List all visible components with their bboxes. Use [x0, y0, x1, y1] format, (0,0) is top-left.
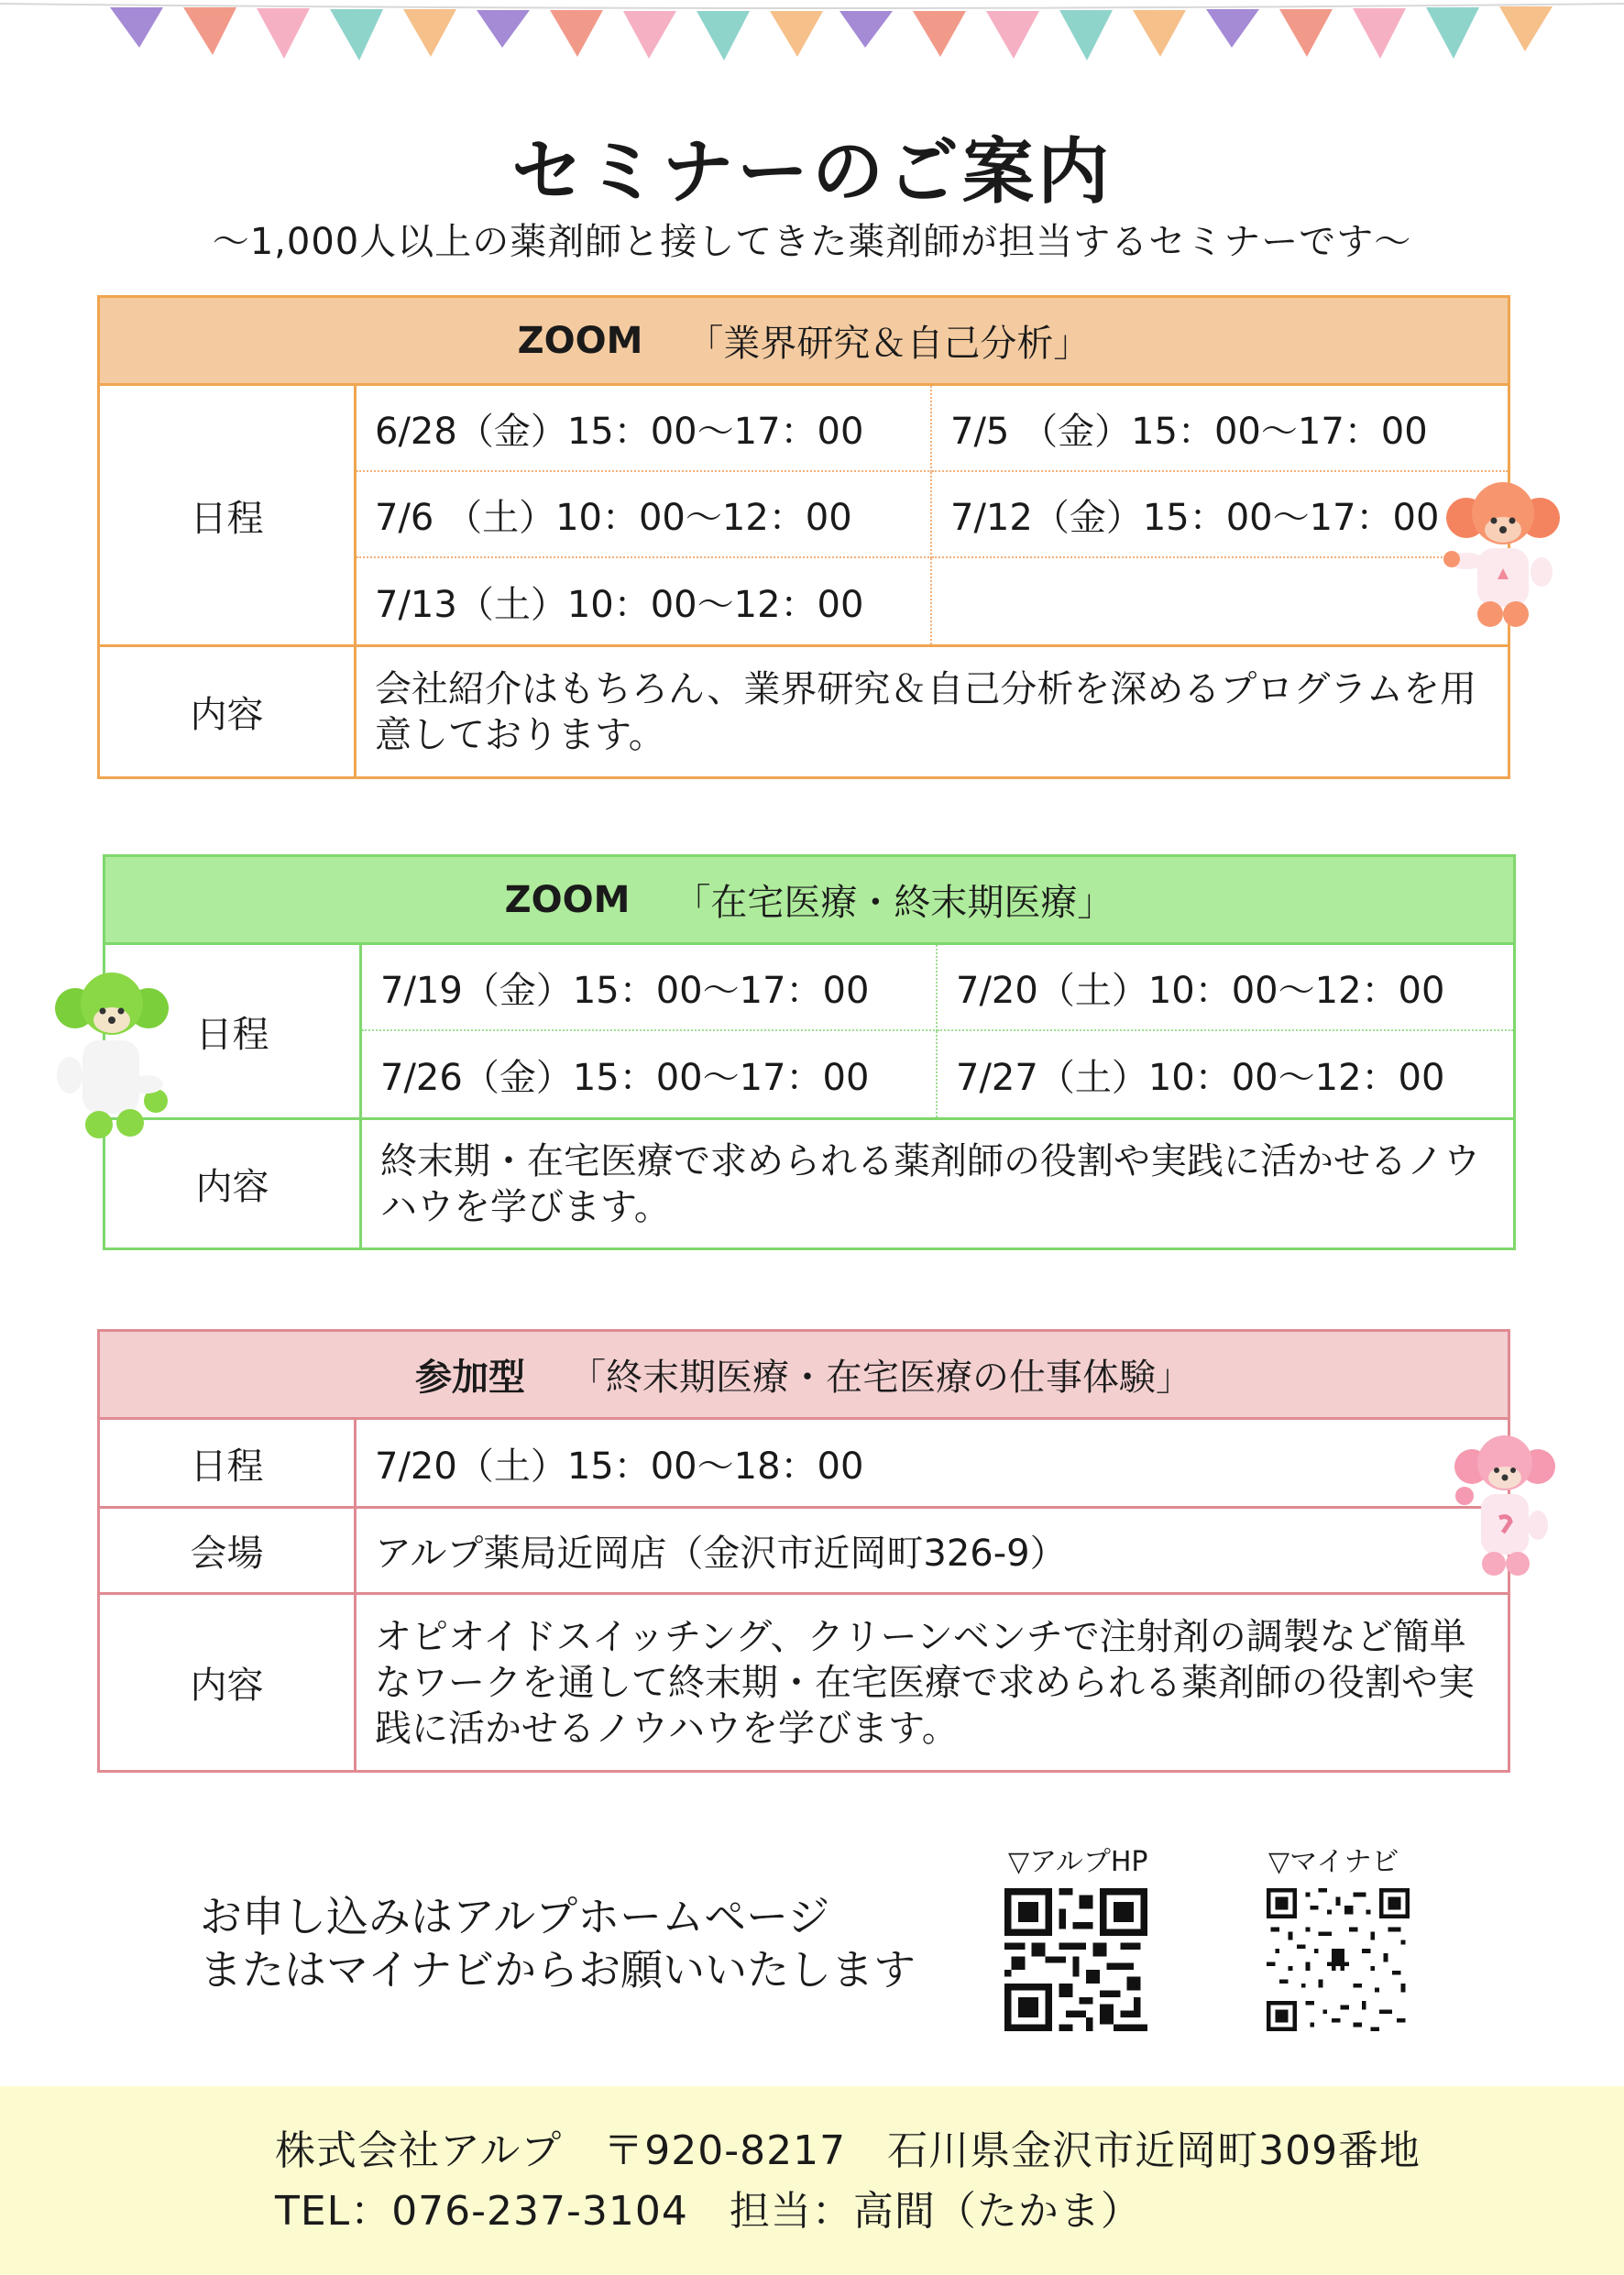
section-header	[100, 1332, 1508, 1420]
section-kind: ZOOM	[504, 878, 631, 921]
schedule-label: 日程	[100, 386, 357, 644]
schedule-grid	[362, 945, 1513, 1117]
schedule-label: 日程	[100, 1420, 357, 1506]
qr-label-mynavi: ▽マイナビ	[1268, 1846, 1399, 1878]
section-header	[100, 298, 1508, 386]
content-row	[100, 1592, 1508, 1770]
content-text: 会社紹介はもちろん、業界研究＆自己分析を深めるプログラムを用意しております。	[375, 667, 1476, 756]
footer	[0, 2086, 1624, 2275]
page-subtitle: ～1,000人以上の薬剤師と接してきた薬剤師が担当するセミナーです～	[212, 221, 1412, 263]
section-topic: 「在宅医療・終末期医療」	[674, 882, 1114, 924]
schedule-date: 7/12（金）15：00～17：00	[932, 472, 1508, 558]
content-text: オピオイドスイッチング、クリーンベンチで注射剤の調製など簡単なワークを通して終末期・在宅医療で求められる薬剤師の役割や実践に活かせるノウハウを学びます。	[375, 1615, 1475, 1750]
schedule-date: 7/13（土）10：00～12：00	[357, 558, 932, 644]
schedule-row	[105, 945, 1513, 1117]
qr-code-mynavi[interactable]	[1267, 1888, 1410, 2031]
qr-code-alp-hp[interactable]	[1004, 1888, 1147, 2031]
schedule-empty	[932, 558, 1508, 644]
schedule-date: 7/5 （金）15：00～17：00	[932, 386, 1508, 472]
schedule-label: 日程	[105, 945, 362, 1117]
application-note-line: またはマイナビからお願いいたします	[200, 1945, 916, 1995]
content-label: 内容	[100, 647, 357, 776]
orange-poodle-mascot	[1439, 477, 1567, 637]
schedule-grid	[357, 386, 1508, 644]
footer-contact: TEL：076-237-3104 担当：高間（たかま）	[275, 2188, 1142, 2235]
content-row	[105, 1117, 1513, 1247]
seminar-section-work-experience	[97, 1329, 1510, 1773]
schedule-date: 7/20（土）15：00～18：00	[375, 1445, 864, 1488]
seminar-section-industry-research	[97, 295, 1510, 779]
schedule-date: 7/19（金）15：00～17：00	[362, 945, 938, 1031]
page-title: セミナーのご案内	[510, 131, 1113, 214]
bunting-decoration	[0, 0, 1624, 82]
section-topic: 「業界研究＆自己分析」	[686, 323, 1091, 365]
seminar-section-home-care	[103, 854, 1516, 1250]
section-topic: 「終末期医療・在宅医療の仕事体験」	[569, 1357, 1192, 1399]
schedule-date: 7/27（土）10：00～12：00	[956, 1056, 1445, 1099]
venue-text: アルプ薬局近岡店（金沢市近岡町326-9）	[375, 1533, 1067, 1575]
venue-label: 会場	[100, 1509, 357, 1592]
section-kind: 参加型	[415, 1357, 525, 1399]
schedule-date: 6/28（金）15：00～17：00	[357, 386, 932, 472]
green-poodle-mascot	[48, 967, 176, 1146]
content-label: 内容	[100, 1595, 357, 1770]
application-note-line: お申し込みはアルプホームページ	[200, 1892, 830, 1941]
schedule-date: 7/26（金）15：00～17：00	[362, 1031, 938, 1117]
schedule-date: 7/6 （土）10：00～12：00	[357, 472, 932, 558]
pink-poodle-mascot	[1450, 1430, 1560, 1586]
content-text: 終末期・在宅医療で求められる薬剤師の役割や実践に活かせるノウハウを学びます。	[380, 1139, 1480, 1228]
schedule-row	[100, 1420, 1508, 1506]
schedule-row	[100, 386, 1508, 644]
content-label: 内容	[105, 1120, 362, 1247]
application-note	[200, 1890, 916, 1996]
content-row	[100, 644, 1508, 776]
footer-address: 株式会社アルプ 〒920-8217 石川県金沢市近岡町309番地	[275, 2127, 1421, 2174]
schedule-date: 7/20（土）10：00～12：00	[938, 945, 1513, 1031]
section-kind: ZOOM	[517, 319, 643, 362]
venue-row	[100, 1506, 1508, 1592]
qr-label-alp-hp: ▽アルプHP	[1008, 1846, 1148, 1878]
section-header	[105, 857, 1513, 945]
